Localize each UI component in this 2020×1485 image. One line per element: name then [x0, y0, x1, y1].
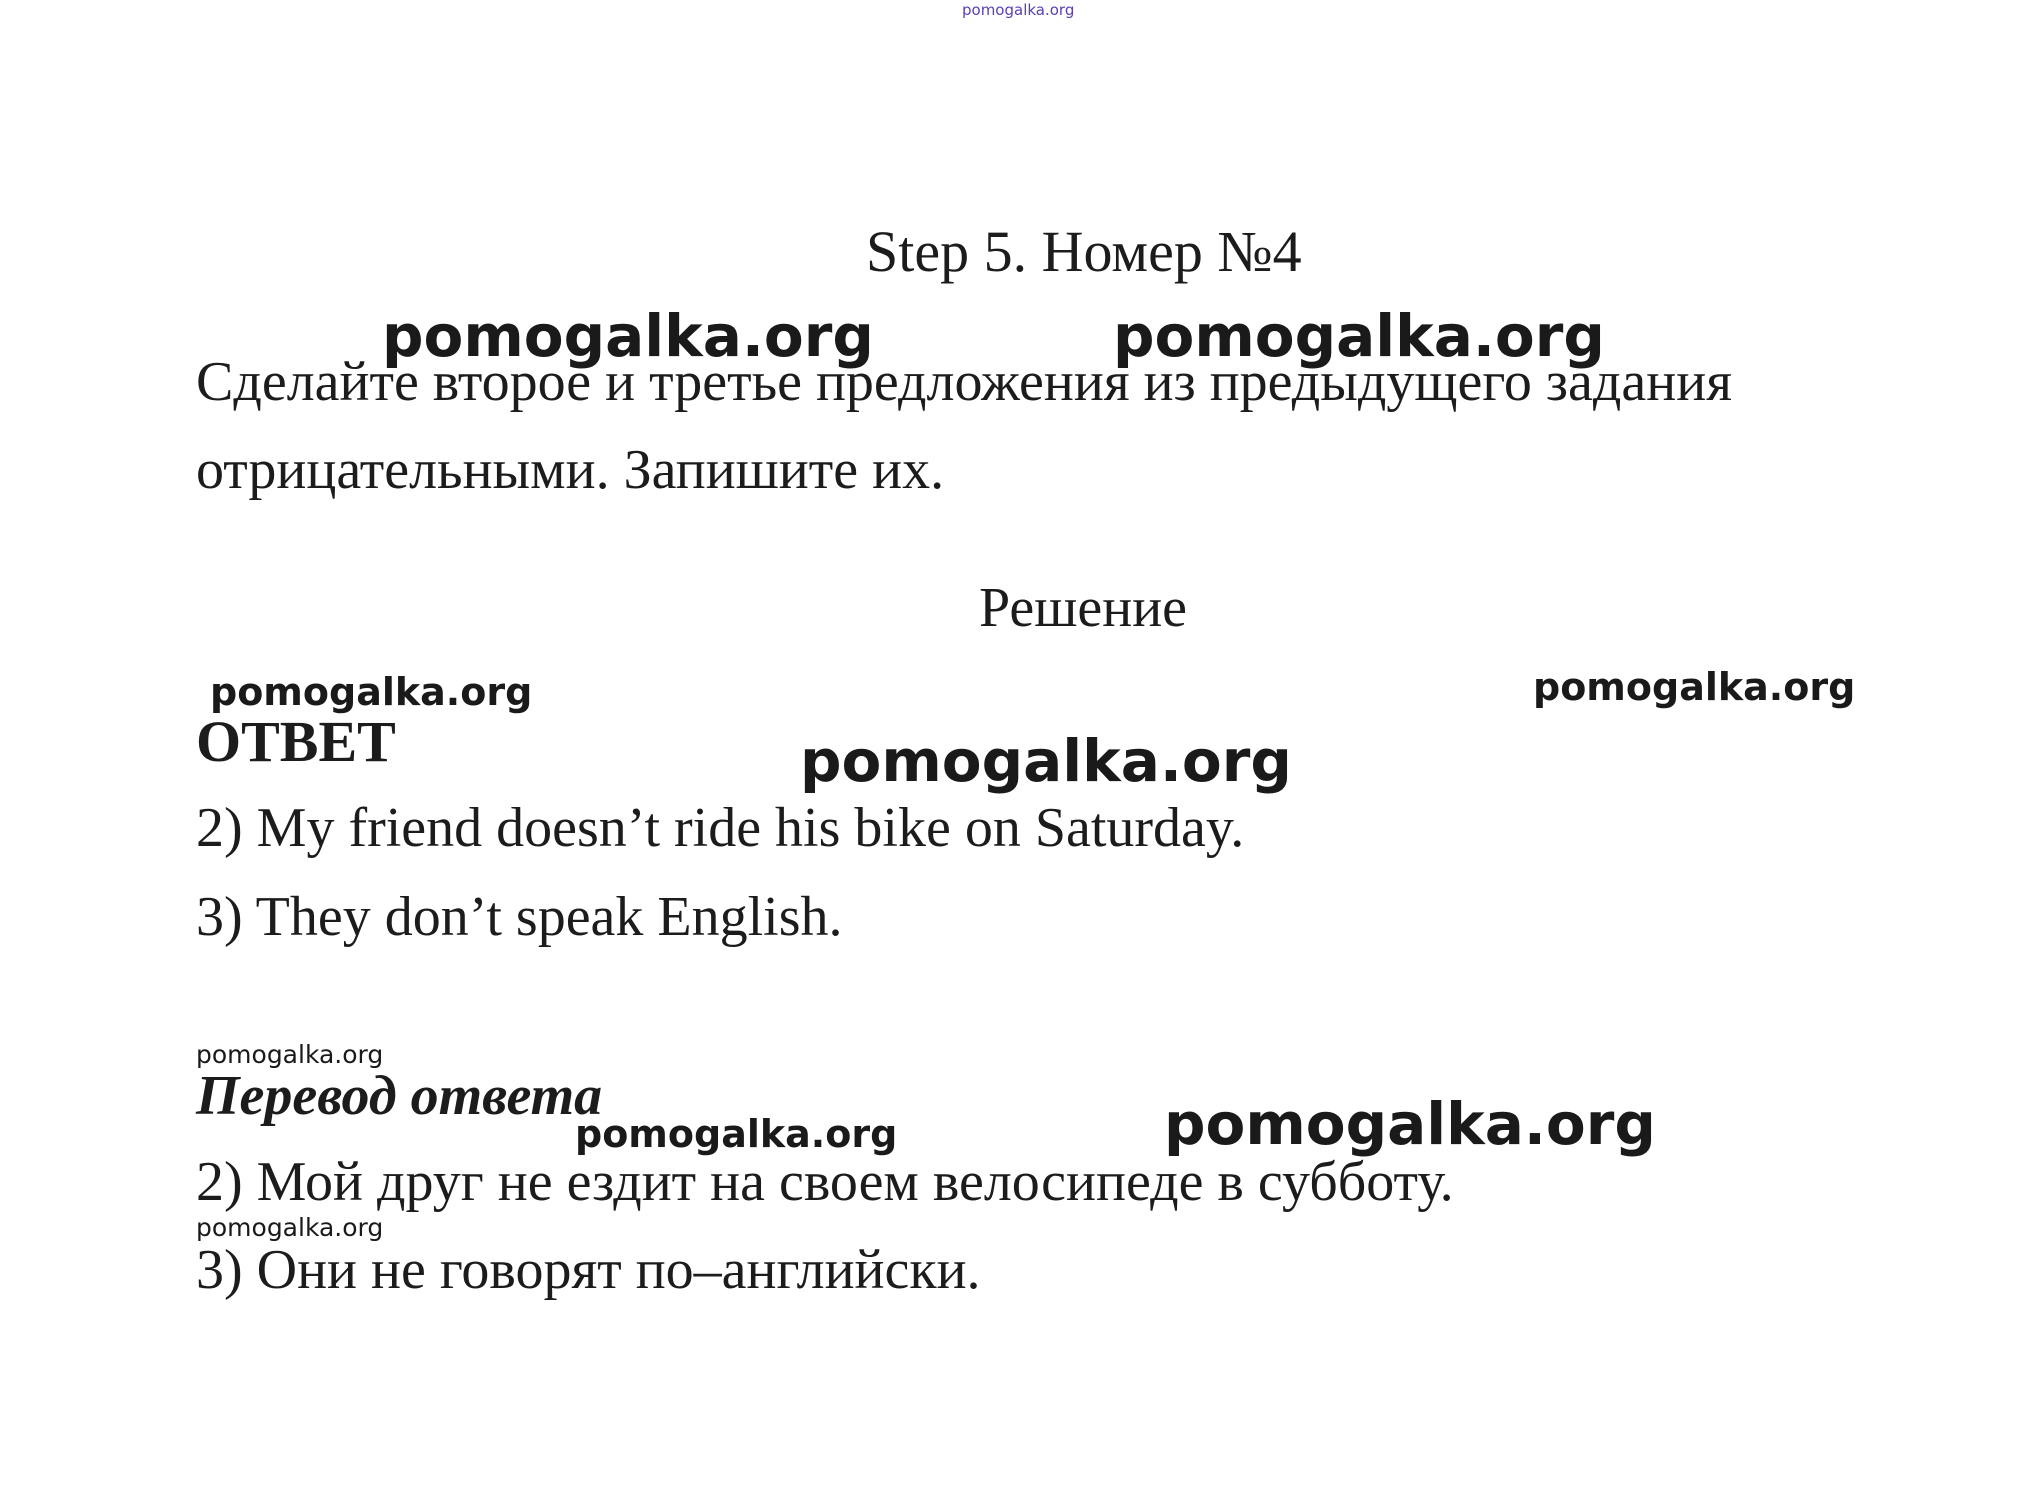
- solution-heading: Решение: [979, 577, 1188, 639]
- watermark: pomogalka.org: [1164, 1090, 1656, 1158]
- task-text-line: отрицательными. Запишите их.: [196, 439, 945, 501]
- translation-heading: Перевод ответа: [196, 1065, 603, 1127]
- answer-line: 3) They don’t speak English.: [196, 886, 843, 948]
- watermark: pomogalka.org: [196, 1213, 384, 1242]
- watermark: pomogalka.org: [1533, 665, 1856, 709]
- watermark: pomogalka.org: [1113, 302, 1605, 370]
- watermark: pomogalka.org: [800, 727, 1292, 795]
- watermark: pomogalka.org: [196, 1040, 384, 1069]
- answer-heading: ОТВЕТ: [196, 709, 396, 774]
- translation-line: 3) Они не говорят по–английски.: [196, 1239, 981, 1301]
- site-link[interactable]: pomogalka.org: [962, 1, 1075, 19]
- watermark: pomogalka.org: [382, 302, 874, 370]
- watermark: pomogalka.org: [210, 670, 533, 714]
- answer-line: 2) My friend doesn’t ride his bike on Saturday.: [196, 797, 1245, 859]
- task-text-line: Сделайте второе и третье предложения из предыдущего задания: [196, 351, 1732, 413]
- page-title: Step 5. Номер №4: [866, 219, 1302, 284]
- translation-line: 2) Мой друг не ездит на своем велосипеде в субботу.: [196, 1151, 1454, 1213]
- watermark: pomogalka.org: [575, 1112, 898, 1156]
